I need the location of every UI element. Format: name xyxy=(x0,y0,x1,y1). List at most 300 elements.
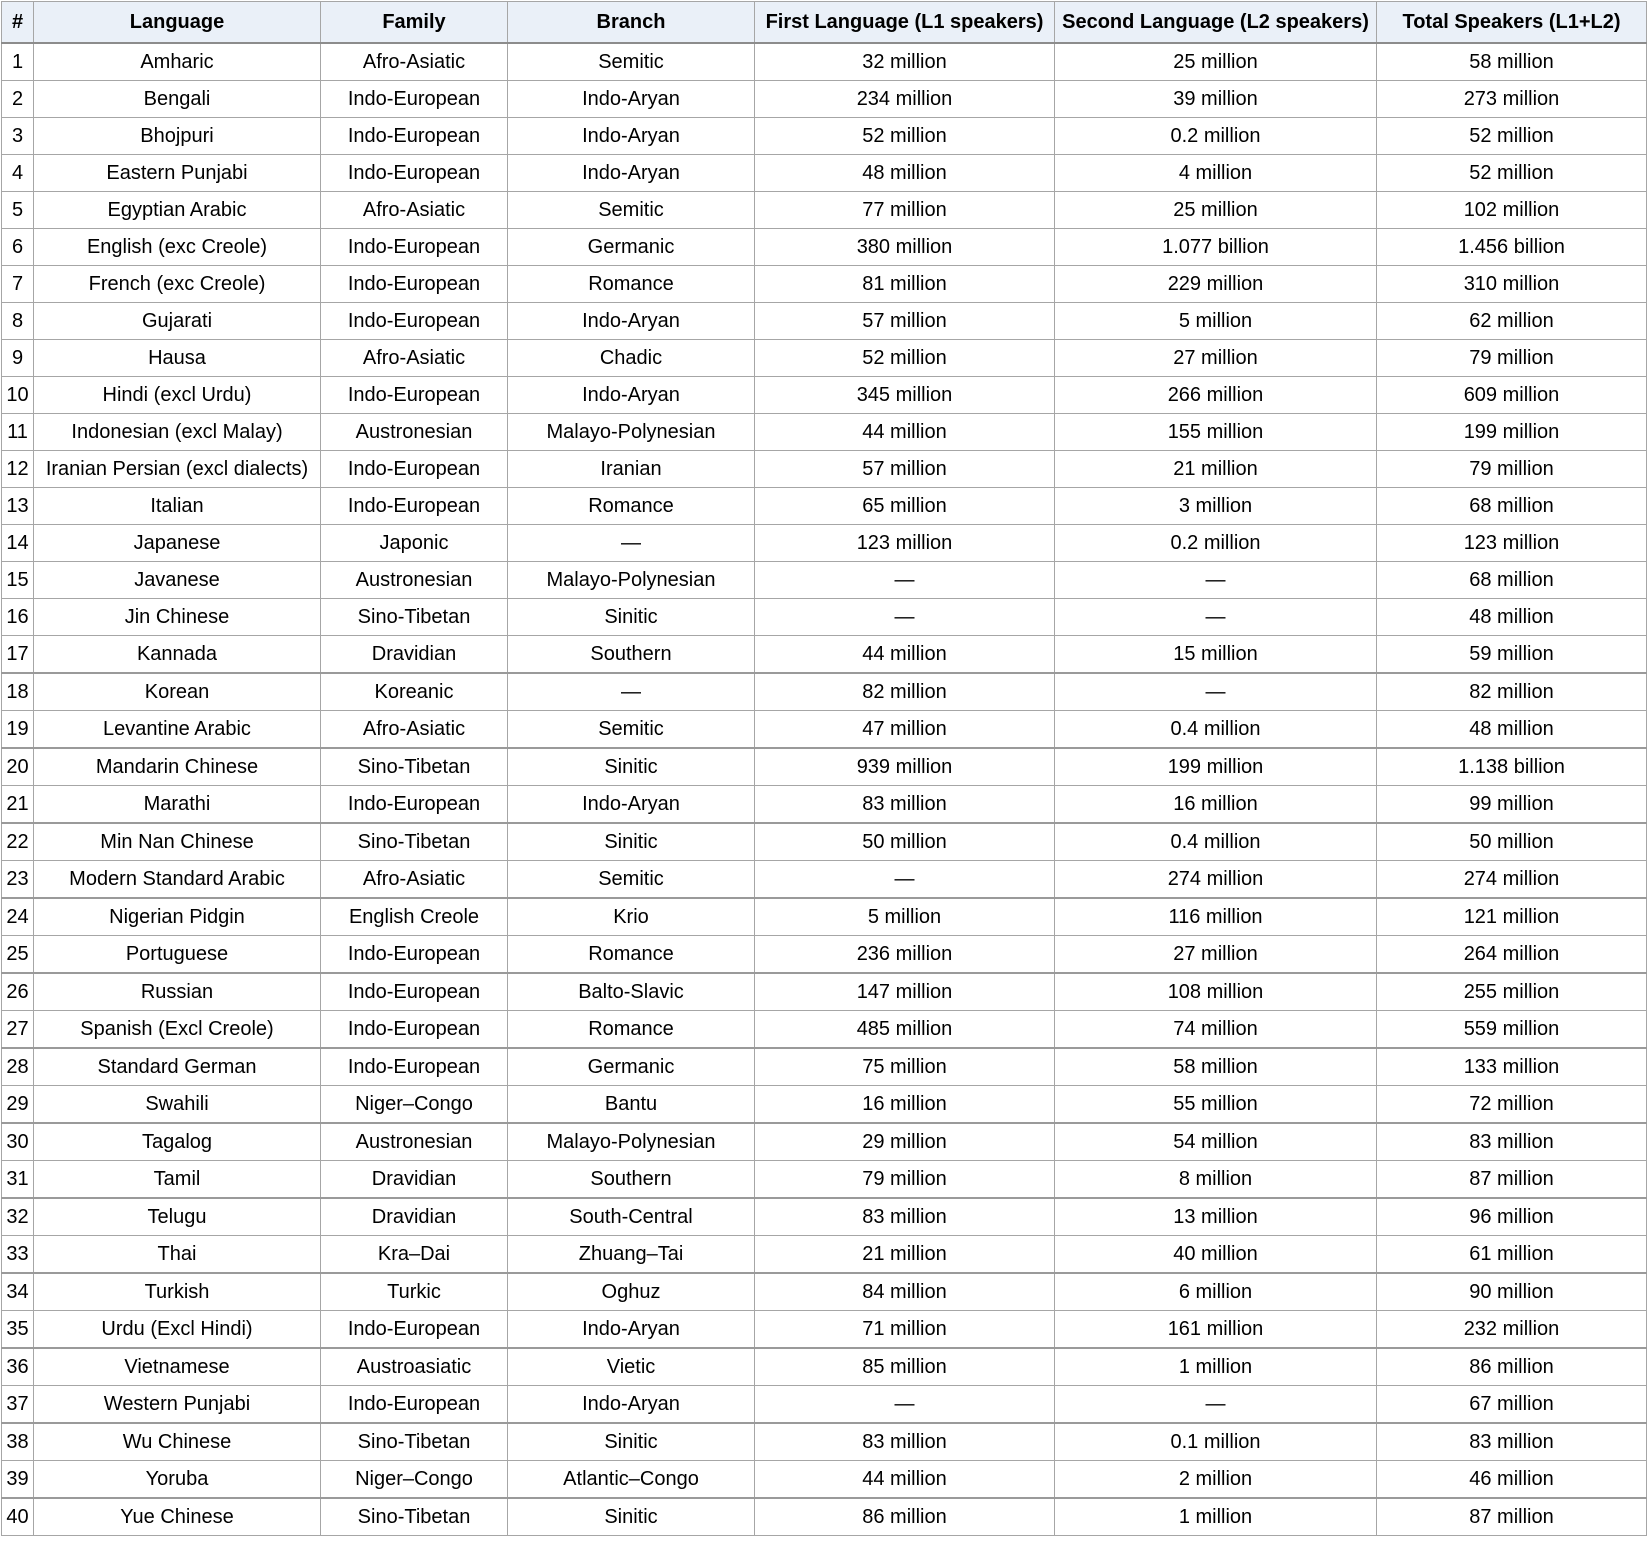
cell-branch: Semitic xyxy=(508,711,755,749)
cell-l1-speakers: 50 million xyxy=(755,823,1055,861)
cell-total-speakers: 67 million xyxy=(1377,1386,1647,1424)
cell-index: 11 xyxy=(2,414,34,451)
cell-index: 30 xyxy=(2,1123,34,1161)
table-row xyxy=(2,711,1647,749)
cell-index: 20 xyxy=(2,748,34,786)
cell-l2-speakers: 161 million xyxy=(1055,1311,1377,1349)
cell-l2-speakers: 25 million xyxy=(1055,43,1377,81)
table-row xyxy=(2,936,1647,974)
cell-language: Yoruba xyxy=(34,1461,321,1499)
cell-l2-speakers: — xyxy=(1055,1386,1377,1424)
cell-total-speakers: 90 million xyxy=(1377,1273,1647,1311)
cell-total-speakers: 121 million xyxy=(1377,898,1647,936)
cell-branch: Malayo-Polynesian xyxy=(508,414,755,451)
table-row xyxy=(2,1123,1647,1161)
cell-branch: Indo-Aryan xyxy=(508,786,755,824)
cell-index: 25 xyxy=(2,936,34,974)
cell-language: Western Punjabi xyxy=(34,1386,321,1424)
cell-total-speakers: 1.138 billion xyxy=(1377,748,1647,786)
cell-language: Spanish (Excl Creole) xyxy=(34,1011,321,1049)
cell-branch: Indo-Aryan xyxy=(508,1311,755,1349)
cell-l1-speakers: 32 million xyxy=(755,43,1055,81)
table-row xyxy=(2,266,1647,303)
cell-language: Vietnamese xyxy=(34,1348,321,1386)
cell-total-speakers: 79 million xyxy=(1377,340,1647,377)
table-body xyxy=(2,43,1647,1536)
cell-branch: Atlantic–Congo xyxy=(508,1461,755,1499)
cell-total-speakers: 99 million xyxy=(1377,786,1647,824)
cell-family: Indo-European xyxy=(321,1048,508,1086)
cell-language: Iranian Persian (excl dialects) xyxy=(34,451,321,488)
cell-language: French (exc Creole) xyxy=(34,266,321,303)
cell-l1-speakers: 236 million xyxy=(755,936,1055,974)
table-row xyxy=(2,823,1647,861)
cell-l1-speakers: 44 million xyxy=(755,636,1055,674)
cell-family: Indo-European xyxy=(321,936,508,974)
table-row xyxy=(2,1086,1647,1124)
cell-l2-speakers: 116 million xyxy=(1055,898,1377,936)
table-row xyxy=(2,1386,1647,1424)
cell-branch: Romance xyxy=(508,266,755,303)
cell-l1-speakers: 83 million xyxy=(755,1423,1055,1461)
cell-language: Portuguese xyxy=(34,936,321,974)
cell-l2-speakers: 16 million xyxy=(1055,786,1377,824)
cell-branch: Romance xyxy=(508,936,755,974)
cell-language: Telugu xyxy=(34,1198,321,1236)
cell-l2-speakers: 0.2 million xyxy=(1055,118,1377,155)
table-row xyxy=(2,414,1647,451)
cell-total-speakers: 58 million xyxy=(1377,43,1647,81)
cell-language: Levantine Arabic xyxy=(34,711,321,749)
cell-total-speakers: 68 million xyxy=(1377,488,1647,525)
cell-branch: Sinitic xyxy=(508,748,755,786)
header-l1: First Language (L1 speakers) xyxy=(755,2,1055,44)
cell-family: Indo-European xyxy=(321,786,508,824)
cell-index: 28 xyxy=(2,1048,34,1086)
cell-language: Russian xyxy=(34,973,321,1011)
cell-l1-speakers: 75 million xyxy=(755,1048,1055,1086)
cell-index: 40 xyxy=(2,1498,34,1536)
table-row xyxy=(2,118,1647,155)
cell-index: 16 xyxy=(2,599,34,636)
cell-l2-speakers: 155 million xyxy=(1055,414,1377,451)
cell-l2-speakers: 5 million xyxy=(1055,303,1377,340)
table-row xyxy=(2,748,1647,786)
cell-index: 24 xyxy=(2,898,34,936)
cell-index: 13 xyxy=(2,488,34,525)
cell-l2-speakers: 1.077 billion xyxy=(1055,229,1377,266)
cell-l2-speakers: 266 million xyxy=(1055,377,1377,414)
cell-family: Afro-Asiatic xyxy=(321,43,508,81)
cell-index: 37 xyxy=(2,1386,34,1424)
cell-total-speakers: 59 million xyxy=(1377,636,1647,674)
table-row xyxy=(2,1273,1647,1311)
cell-branch: Sinitic xyxy=(508,1498,755,1536)
cell-language: Kannada xyxy=(34,636,321,674)
cell-family: Afro-Asiatic xyxy=(321,192,508,229)
cell-family: English Creole xyxy=(321,898,508,936)
cell-l2-speakers: 58 million xyxy=(1055,1048,1377,1086)
cell-l1-speakers: 57 million xyxy=(755,451,1055,488)
cell-branch: Bantu xyxy=(508,1086,755,1124)
table-row xyxy=(2,1311,1647,1349)
cell-branch: Indo-Aryan xyxy=(508,303,755,340)
cell-l2-speakers: 1 million xyxy=(1055,1348,1377,1386)
cell-language: Standard German xyxy=(34,1048,321,1086)
cell-l2-speakers: 1 million xyxy=(1055,1498,1377,1536)
cell-branch: Malayo-Polynesian xyxy=(508,1123,755,1161)
cell-language: Bengali xyxy=(34,81,321,118)
cell-l2-speakers: 25 million xyxy=(1055,192,1377,229)
cell-l1-speakers: — xyxy=(755,562,1055,599)
cell-branch: Semitic xyxy=(508,861,755,899)
table-row xyxy=(2,1198,1647,1236)
cell-total-speakers: 559 million xyxy=(1377,1011,1647,1049)
cell-l1-speakers: 81 million xyxy=(755,266,1055,303)
cell-branch: — xyxy=(508,525,755,562)
cell-l1-speakers: 52 million xyxy=(755,118,1055,155)
cell-total-speakers: 46 million xyxy=(1377,1461,1647,1499)
cell-index: 32 xyxy=(2,1198,34,1236)
cell-l1-speakers: 21 million xyxy=(755,1236,1055,1274)
cell-total-speakers: 82 million xyxy=(1377,673,1647,711)
table-row xyxy=(2,1161,1647,1199)
cell-family: Sino-Tibetan xyxy=(321,1498,508,1536)
cell-l2-speakers: 74 million xyxy=(1055,1011,1377,1049)
cell-l2-speakers: — xyxy=(1055,673,1377,711)
table-row xyxy=(2,786,1647,824)
cell-index: 39 xyxy=(2,1461,34,1499)
header-language: Language xyxy=(34,2,321,44)
cell-branch: Germanic xyxy=(508,229,755,266)
cell-index: 34 xyxy=(2,1273,34,1311)
cell-l1-speakers: 84 million xyxy=(755,1273,1055,1311)
cell-language: Nigerian Pidgin xyxy=(34,898,321,936)
table-row xyxy=(2,1461,1647,1499)
table-row xyxy=(2,525,1647,562)
cell-branch: Southern xyxy=(508,1161,755,1199)
cell-branch: Semitic xyxy=(508,192,755,229)
cell-total-speakers: 50 million xyxy=(1377,823,1647,861)
table-row xyxy=(2,377,1647,414)
cell-index: 10 xyxy=(2,377,34,414)
cell-branch: Krio xyxy=(508,898,755,936)
cell-total-speakers: 52 million xyxy=(1377,155,1647,192)
cell-language: Jin Chinese xyxy=(34,599,321,636)
cell-family: Indo-European xyxy=(321,1386,508,1424)
cell-family: Indo-European xyxy=(321,377,508,414)
cell-total-speakers: 48 million xyxy=(1377,599,1647,636)
cell-l2-speakers: 27 million xyxy=(1055,936,1377,974)
cell-branch: Indo-Aryan xyxy=(508,377,755,414)
cell-l1-speakers: 123 million xyxy=(755,525,1055,562)
cell-l1-speakers: 29 million xyxy=(755,1123,1055,1161)
cell-family: Indo-European xyxy=(321,303,508,340)
cell-language: Korean xyxy=(34,673,321,711)
table-row xyxy=(2,861,1647,899)
cell-branch: Sinitic xyxy=(508,1423,755,1461)
cell-language: Marathi xyxy=(34,786,321,824)
table-row xyxy=(2,43,1647,81)
table-row xyxy=(2,599,1647,636)
cell-branch: Vietic xyxy=(508,1348,755,1386)
table-row xyxy=(2,451,1647,488)
cell-family: Indo-European xyxy=(321,1011,508,1049)
table-row xyxy=(2,562,1647,599)
languages-table xyxy=(1,1,1647,1536)
cell-total-speakers: 123 million xyxy=(1377,525,1647,562)
cell-l2-speakers: 2 million xyxy=(1055,1461,1377,1499)
cell-index: 29 xyxy=(2,1086,34,1124)
cell-branch: — xyxy=(508,673,755,711)
header-l2: Second Language (L2 speakers) xyxy=(1055,2,1377,44)
cell-l2-speakers: 40 million xyxy=(1055,1236,1377,1274)
cell-branch: Southern xyxy=(508,636,755,674)
cell-index: 15 xyxy=(2,562,34,599)
cell-total-speakers: 83 million xyxy=(1377,1123,1647,1161)
cell-family: Austronesian xyxy=(321,1123,508,1161)
cell-index: 3 xyxy=(2,118,34,155)
cell-branch: Indo-Aryan xyxy=(508,155,755,192)
cell-total-speakers: 102 million xyxy=(1377,192,1647,229)
cell-family: Niger–Congo xyxy=(321,1461,508,1499)
table-row xyxy=(2,636,1647,674)
cell-l2-speakers: 0.2 million xyxy=(1055,525,1377,562)
cell-l2-speakers: 199 million xyxy=(1055,748,1377,786)
cell-l1-speakers: 83 million xyxy=(755,786,1055,824)
cell-l1-speakers: 77 million xyxy=(755,192,1055,229)
cell-index: 21 xyxy=(2,786,34,824)
cell-family: Niger–Congo xyxy=(321,1086,508,1124)
table-row xyxy=(2,1423,1647,1461)
cell-branch: South-Central xyxy=(508,1198,755,1236)
cell-total-speakers: 133 million xyxy=(1377,1048,1647,1086)
cell-language: Japanese xyxy=(34,525,321,562)
cell-total-speakers: 83 million xyxy=(1377,1423,1647,1461)
table-row xyxy=(2,1048,1647,1086)
cell-index: 17 xyxy=(2,636,34,674)
cell-family: Austronesian xyxy=(321,414,508,451)
cell-family: Sino-Tibetan xyxy=(321,1423,508,1461)
cell-language: Hindi (excl Urdu) xyxy=(34,377,321,414)
cell-index: 31 xyxy=(2,1161,34,1199)
cell-family: Afro-Asiatic xyxy=(321,711,508,749)
cell-family: Indo-European xyxy=(321,229,508,266)
cell-total-speakers: 68 million xyxy=(1377,562,1647,599)
cell-index: 5 xyxy=(2,192,34,229)
cell-index: 1 xyxy=(2,43,34,81)
cell-branch: Chadic xyxy=(508,340,755,377)
cell-total-speakers: 52 million xyxy=(1377,118,1647,155)
cell-language: Hausa xyxy=(34,340,321,377)
cell-index: 19 xyxy=(2,711,34,749)
cell-family: Indo-European xyxy=(321,81,508,118)
cell-branch: Germanic xyxy=(508,1048,755,1086)
cell-l1-speakers: 44 million xyxy=(755,414,1055,451)
table-row xyxy=(2,192,1647,229)
cell-language: Bhojpuri xyxy=(34,118,321,155)
cell-branch: Romance xyxy=(508,1011,755,1049)
cell-total-speakers: 79 million xyxy=(1377,451,1647,488)
cell-language: Tagalog xyxy=(34,1123,321,1161)
cell-family: Sino-Tibetan xyxy=(321,748,508,786)
cell-l1-speakers: 147 million xyxy=(755,973,1055,1011)
cell-branch: Semitic xyxy=(508,43,755,81)
cell-l1-speakers: 44 million xyxy=(755,1461,1055,1499)
cell-family: Sino-Tibetan xyxy=(321,823,508,861)
cell-branch: Romance xyxy=(508,488,755,525)
table-row xyxy=(2,488,1647,525)
cell-l2-speakers: 274 million xyxy=(1055,861,1377,899)
cell-l1-speakers: — xyxy=(755,599,1055,636)
cell-index: 22 xyxy=(2,823,34,861)
cell-total-speakers: 62 million xyxy=(1377,303,1647,340)
cell-l2-speakers: 39 million xyxy=(1055,81,1377,118)
cell-language: Yue Chinese xyxy=(34,1498,321,1536)
cell-language: Min Nan Chinese xyxy=(34,823,321,861)
cell-index: 26 xyxy=(2,973,34,1011)
cell-branch: Sinitic xyxy=(508,823,755,861)
cell-language: Tamil xyxy=(34,1161,321,1199)
cell-l2-speakers: 13 million xyxy=(1055,1198,1377,1236)
cell-l1-speakers: 65 million xyxy=(755,488,1055,525)
table-row xyxy=(2,1236,1647,1274)
cell-l1-speakers: 82 million xyxy=(755,673,1055,711)
cell-l1-speakers: 16 million xyxy=(755,1086,1055,1124)
cell-l2-speakers: 0.4 million xyxy=(1055,823,1377,861)
table-row xyxy=(2,1011,1647,1049)
cell-l2-speakers: 27 million xyxy=(1055,340,1377,377)
header-index: # xyxy=(2,2,34,44)
cell-index: 2 xyxy=(2,81,34,118)
cell-index: 27 xyxy=(2,1011,34,1049)
cell-family: Afro-Asiatic xyxy=(321,861,508,899)
cell-branch: Malayo-Polynesian xyxy=(508,562,755,599)
cell-l1-speakers: 485 million xyxy=(755,1011,1055,1049)
cell-family: Indo-European xyxy=(321,118,508,155)
cell-total-speakers: 199 million xyxy=(1377,414,1647,451)
cell-language: Eastern Punjabi xyxy=(34,155,321,192)
cell-language: Thai xyxy=(34,1236,321,1274)
cell-l2-speakers: — xyxy=(1055,599,1377,636)
cell-total-speakers: 86 million xyxy=(1377,1348,1647,1386)
cell-index: 7 xyxy=(2,266,34,303)
cell-l2-speakers: 0.1 million xyxy=(1055,1423,1377,1461)
cell-language: Javanese xyxy=(34,562,321,599)
cell-family: Dravidian xyxy=(321,1198,508,1236)
cell-l1-speakers: 345 million xyxy=(755,377,1055,414)
header-total: Total Speakers (L1+L2) xyxy=(1377,2,1647,44)
cell-index: 12 xyxy=(2,451,34,488)
cell-l1-speakers: 79 million xyxy=(755,1161,1055,1199)
cell-l1-speakers: 5 million xyxy=(755,898,1055,936)
cell-family: Indo-European xyxy=(321,1311,508,1349)
cell-total-speakers: 87 million xyxy=(1377,1161,1647,1199)
cell-family: Indo-European xyxy=(321,488,508,525)
cell-total-speakers: 232 million xyxy=(1377,1311,1647,1349)
cell-branch: Balto-Slavic xyxy=(508,973,755,1011)
cell-language: Modern Standard Arabic xyxy=(34,861,321,899)
header-row xyxy=(2,2,1647,44)
cell-family: Sino-Tibetan xyxy=(321,599,508,636)
cell-l2-speakers: — xyxy=(1055,562,1377,599)
cell-total-speakers: 310 million xyxy=(1377,266,1647,303)
table-row xyxy=(2,1498,1647,1536)
table-row xyxy=(2,1348,1647,1386)
table-row xyxy=(2,898,1647,936)
cell-index: 33 xyxy=(2,1236,34,1274)
cell-family: Indo-European xyxy=(321,155,508,192)
table-row xyxy=(2,973,1647,1011)
cell-language: Gujarati xyxy=(34,303,321,340)
cell-family: Austroasiatic xyxy=(321,1348,508,1386)
table-row xyxy=(2,673,1647,711)
table-row xyxy=(2,303,1647,340)
cell-branch: Oghuz xyxy=(508,1273,755,1311)
cell-l2-speakers: 21 million xyxy=(1055,451,1377,488)
cell-l1-speakers: 48 million xyxy=(755,155,1055,192)
cell-family: Indo-European xyxy=(321,266,508,303)
cell-branch: Sinitic xyxy=(508,599,755,636)
table-row xyxy=(2,340,1647,377)
cell-total-speakers: 274 million xyxy=(1377,861,1647,899)
cell-l1-speakers: 71 million xyxy=(755,1311,1055,1349)
cell-language: English (exc Creole) xyxy=(34,229,321,266)
table-row xyxy=(2,155,1647,192)
cell-l1-speakers: — xyxy=(755,861,1055,899)
cell-l1-speakers: 47 million xyxy=(755,711,1055,749)
cell-index: 18 xyxy=(2,673,34,711)
cell-index: 36 xyxy=(2,1348,34,1386)
cell-total-speakers: 72 million xyxy=(1377,1086,1647,1124)
table-header xyxy=(2,2,1647,44)
cell-index: 6 xyxy=(2,229,34,266)
cell-total-speakers: 264 million xyxy=(1377,936,1647,974)
cell-family: Japonic xyxy=(321,525,508,562)
cell-index: 4 xyxy=(2,155,34,192)
cell-family: Koreanic xyxy=(321,673,508,711)
cell-family: Afro-Asiatic xyxy=(321,340,508,377)
cell-language: Egyptian Arabic xyxy=(34,192,321,229)
cell-total-speakers: 255 million xyxy=(1377,973,1647,1011)
header-family: Family xyxy=(321,2,508,44)
cell-language: Amharic xyxy=(34,43,321,81)
header-branch: Branch xyxy=(508,2,755,44)
cell-l1-speakers: 52 million xyxy=(755,340,1055,377)
cell-index: 23 xyxy=(2,861,34,899)
cell-family: Indo-European xyxy=(321,973,508,1011)
cell-total-speakers: 1.456 billion xyxy=(1377,229,1647,266)
cell-branch: Indo-Aryan xyxy=(508,1386,755,1424)
cell-l1-speakers: — xyxy=(755,1386,1055,1424)
cell-total-speakers: 609 million xyxy=(1377,377,1647,414)
cell-l2-speakers: 8 million xyxy=(1055,1161,1377,1199)
cell-l2-speakers: 6 million xyxy=(1055,1273,1377,1311)
cell-language: Mandarin Chinese xyxy=(34,748,321,786)
cell-total-speakers: 87 million xyxy=(1377,1498,1647,1536)
cell-l1-speakers: 83 million xyxy=(755,1198,1055,1236)
cell-l1-speakers: 939 million xyxy=(755,748,1055,786)
cell-family: Dravidian xyxy=(321,636,508,674)
cell-language: Urdu (Excl Hindi) xyxy=(34,1311,321,1349)
cell-index: 35 xyxy=(2,1311,34,1349)
cell-language: Wu Chinese xyxy=(34,1423,321,1461)
cell-total-speakers: 273 million xyxy=(1377,81,1647,118)
cell-total-speakers: 61 million xyxy=(1377,1236,1647,1274)
cell-l1-speakers: 380 million xyxy=(755,229,1055,266)
cell-l1-speakers: 85 million xyxy=(755,1348,1055,1386)
cell-index: 9 xyxy=(2,340,34,377)
